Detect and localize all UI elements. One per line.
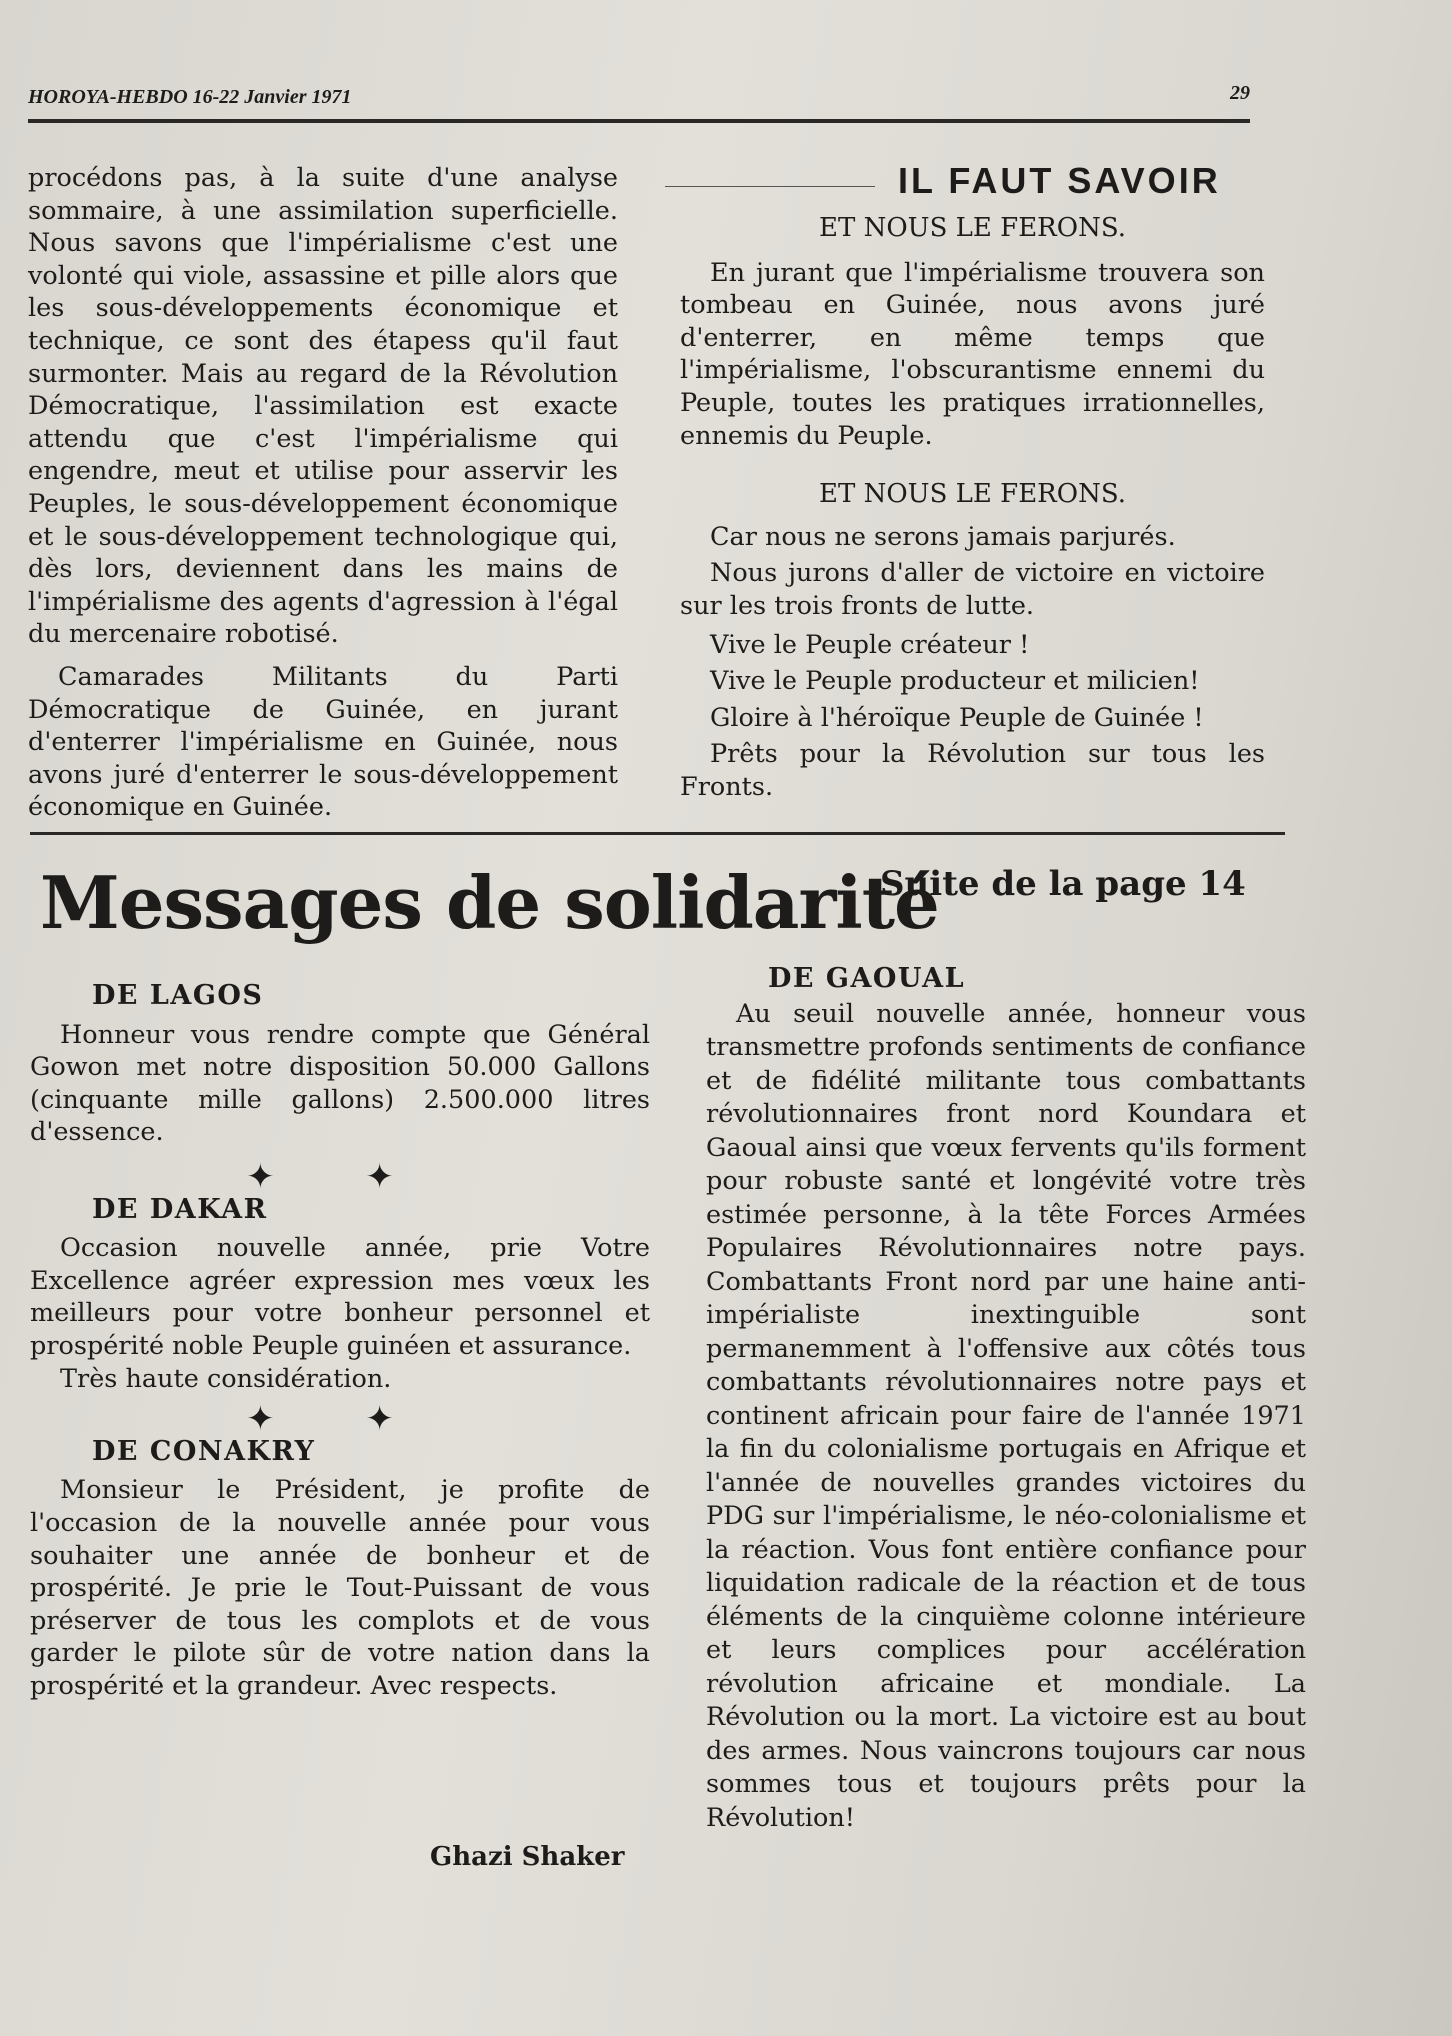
slogan-1: Vive le Peuple créateur ! [710,629,1030,660]
il-faut-savoir-heading: IL FAUT SAVOIR [898,160,1221,201]
heading-de-gaoual: DE GAOUAL [768,963,966,994]
subhead-et-nous-le-ferons-2: ET NOUS LE FERONS. [819,479,1126,510]
slogan-2: Vive le Peuple producteur et milicien! [710,666,1200,697]
header-rule [28,119,1250,123]
slogan-3: Gloire à l'héroïque Peuple de Guinée ! [710,702,1204,733]
lagos-message: Honneur vous rendre compte que Général Gowon met notre disposition 50.000 Gallons (cinquante mille gallons) 2.500.000 litres d'essence. [30,1019,650,1148]
upper-right-paragraph-2: Car nous ne serons jamais parjurés. [710,521,1176,552]
upper-left-paragraph-1: procédons pas, à la suite d'une analyse sommaire, à une assimilation superficielle. Nous savons que l'impérialisme c'est une volonté qui viole, assassine et pille alors que les sous-développements économique et technique, ce sont des étapess qu'il faut surmonter. Mais au regard de la Révolution Démocratique, l'assimilation est exacte attendu que c'est l'impérialisme qui engendre, meut et utilise pour asservir les Peuples, le sous-développement économique et le sous-développement technologique qui, dès lors, deviennent dans les mains de l'impérialisme des agents d'agression à l'égal du mercenaire robotisé. [28,163,618,650]
upper-right-column [680,212,1265,804]
separator-stars-2: ✦ ✦ [246,1399,434,1440]
lower-right-column [706,962,1306,1835]
section-divider [30,832,1285,835]
masthead: HOROYA-HEBDO 16-22 Janvier 1971 [28,86,352,108]
dakar-closing: Très haute considération. [60,1363,392,1394]
slogan-4: Prêts pour la Révolution sur tous les Fronts. [680,739,1265,802]
upper-left-paragraph-2: Camarades Militants du Parti Démocratique de Guinée, en jurant d'enterrer l'impérialisme en Guinée, nous avons juré d'enterrer le sous-développement économique en Guinée. [28,661,618,823]
conakry-message: Monsieur le Président, je profite de l'occasion de la nouvelle année pour vous souhaiter une année de bonheur et de prospérité. Je prie le Tout-Puissant de vous préserver de tous les complots et de vous garder le pilote sûr de votre nation dans la prospérité et la grandeur. Avec respects. [30,1475,650,1701]
dakar-message: Occasion nouvelle année, prie Votre Excellence agréer expression mes vœux les meilleurs pour votre bonheur personnel et prospérité noble Peuple guinéen et assurance. [30,1233,650,1361]
signature-ghazi-shaker: Ghazi Shaker [430,1842,625,1872]
continued-from-note: Suite de la page 14 [880,864,1246,904]
subhead-et-nous-le-ferons-1: ET NOUS LE FERONS. [819,213,1126,243]
separator-stars-1: ✦ ✦ [246,1156,434,1197]
heading-de-lagos: DE LAGOS [92,980,264,1011]
heading-dash-rule [665,186,875,187]
upper-right-paragraph-1: En jurant que l'impérialisme trouvera son tombeau en Guinée, nous avons juré d'enterrer, en même temps que l'impérialisme, l'obscurantisme ennemi du Peuple, toutes les pratiques irrationnelles, ennemis du Peuple. [680,257,1265,451]
upper-right-paragraph-3: Nous jurons d'aller de victoire en victoire sur les trois fronts de lutte. [680,558,1265,621]
messages-title: Messages de solidarité [40,860,939,945]
heading-de-conakry: DE CONAKRY [92,1435,316,1467]
page-header [28,82,1250,118]
upper-left-column [28,162,618,824]
gaoual-message: Au seuil nouvelle année, honneur vous transmettre profonds sentiments de confiance et de fidélité militante tous combattants révolutionnaires front nord Koundara et Gaoual ainsi que vœux fervents qu'ils forment pour robuste santé et longévité votre très estimée personne, à la tête Forces Armées Populaires Révolutionnaires notre pays. Combattants Front nord par une haine anti-impérialiste inextinguible sont permanemment à l'offensive aux côtés tous combattants révolutionnaires notre pays et continent africain pour faire de l'année 1971 la fin du colonialisme portugais en Afrique et l'année de nouvelles grandes victoires du PDG sur l'impérialisme, le néo-colonialisme et la réaction. Vous font entière confiance pour liquidation radicale de la réaction et de tous éléments de la cinquième colonne intérieure et leurs complices pour accélération révolution africaine et mondiale. La Révolution ou la mort. La victoire est au bout des armes. Nous vaincrons toujours car nous sommes tous et toujours prêts pour la Révolution! [706,998,1306,1833]
page-number: 29 [1230,82,1250,104]
lower-left-column [30,980,650,1702]
heading-de-dakar: DE DAKAR [92,1193,268,1225]
